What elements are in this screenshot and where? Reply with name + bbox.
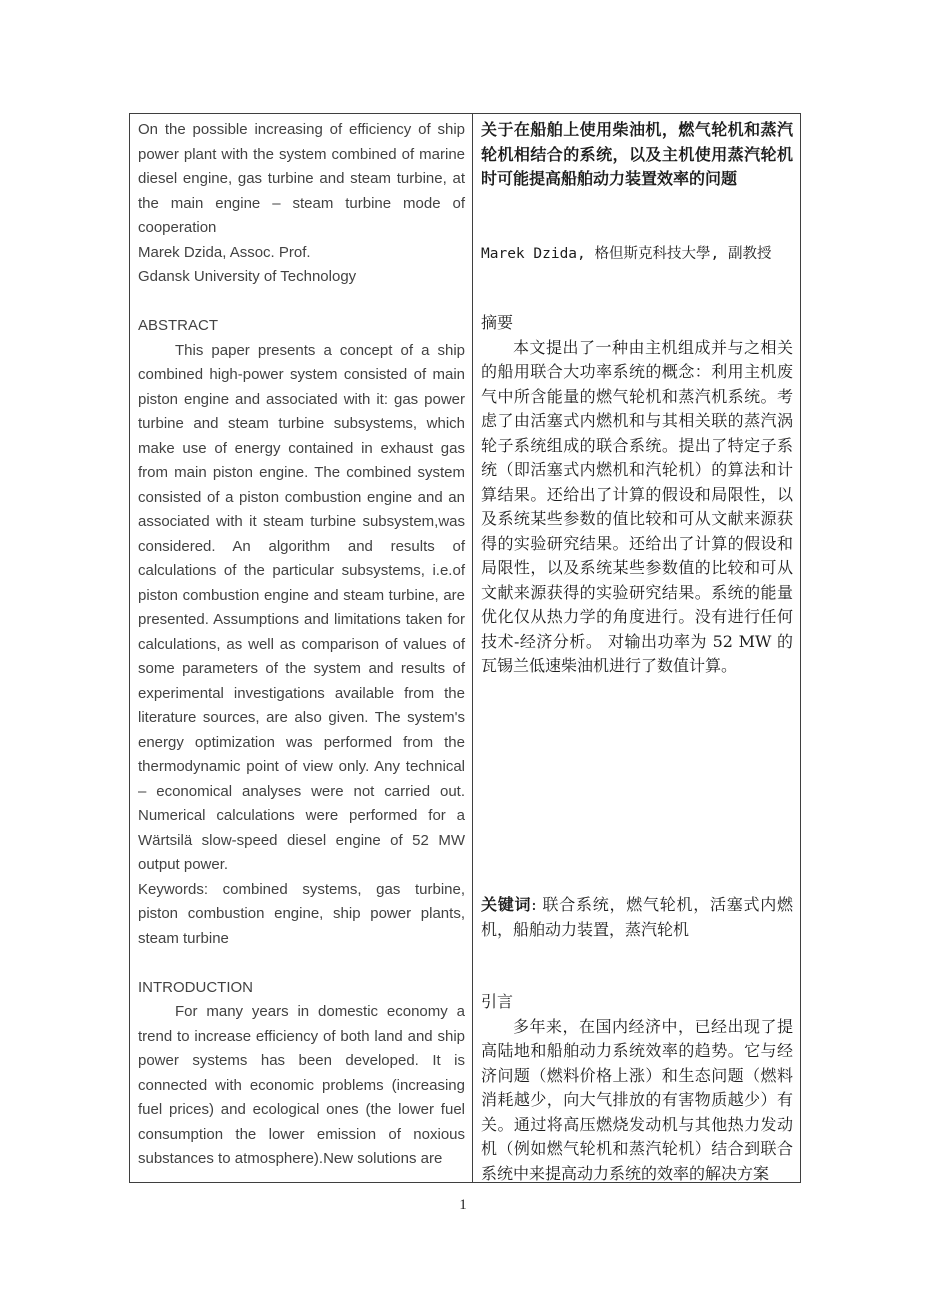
keywords-en: Keywords: combined systems, gas turbine, piston combustion engine, ship power plants, steam turbine xyxy=(138,880,465,947)
affiliation-en: Gdansk University of Technology xyxy=(138,268,357,285)
chinese-column xyxy=(472,114,800,1182)
paper-title-en: On the possible increasing of efficiency of ship power plant with the system combined of marine diesel engine, gas turbine and steam turbine, at the main engine – steam turbine mode of cooperation xyxy=(138,121,465,236)
translation-table xyxy=(129,113,801,1183)
abstract-section-zh xyxy=(481,311,793,679)
introduction-section-zh xyxy=(481,990,793,1186)
english-column xyxy=(130,114,472,1182)
paper-title-zh: 关于在船舶上使用柴油机，燃气轮机和蒸汽轮机相结合的系统，以及主机使用蒸汽轮机时可能提高船舶动力装置效率的问题 xyxy=(481,120,793,188)
abstract-text-zh: 本文提出了一种由主机组成并与之相关的船用联合大功率系统的概念：利用主机废气中所含能量的燃气轮机和蒸汽机系统。考虑了由活塞式内燃机和与其相关联的蒸汽涡轮子系统组成的联合系统。提出了特定子系统（即活塞式内燃机和汽轮机）的算法和计算结果。还给出了计算的假设和局限性，以及系统某些参数的值比较和可从文献来源获得的实验研究结果。还给出了计算的假设和局限性，以及系统某些参数值的比较和可从文献来源获得的实验研究结果。系统的能量优化仅从热力学的角度进行。没有进行任何技术-经济分析。 对输出功率为 52 MW 的瓦锡兰低速柴油机进行了数值计算。 xyxy=(481,337,793,675)
keywords-label-zh: 关键词 xyxy=(481,895,532,914)
abstract-heading-en: ABSTRACT xyxy=(138,317,219,334)
introduction-text-zh: 多年来，在国内经济中，已经出现了提高陆地和船舶动力系统效率的趋势。它与经济问题（燃料价格上涨）和生态问题（燃料消耗越少，向大气排放的有害物质越少）有关。通过将高压燃烧发动机与其他热力发动机（例如燃气轮机和蒸汽轮机）结合到联合系统中来提高动力系统的效率的解决方案 xyxy=(481,1016,793,1183)
introduction-heading-zh: 引言 xyxy=(481,992,514,1011)
introduction-text-en: For many years in domestic economy a trend to increase efficiency of both land and ship power systems has been developed. It is connected with economic problems (increasing fuel prices) and ecological ones (the lower fuel consumption the lower emission of noxious substances to atmosphere).New solutions are xyxy=(138,1003,465,1167)
keywords-text-zh: : 联合系统，燃气轮机，活塞式内燃机，船舶动力装置，蒸汽轮机 xyxy=(481,895,793,939)
introduction-heading-en: INTRODUCTION xyxy=(138,978,253,996)
abstract-text-en: This paper presents a concept of a ship combined high-power system consisted of main piston engine and associated with it: gas power turbine and steam turbine subsystems, which make use of energy contained in exhaust gas from main piston engine. The combined system consisted of a piston combustion engine and an associated with it steam turbine subsystem,was considered. An algorithm and results of calculations of the particular subsystems, i.e.of piston combustion engine and steam turbine, are presented. Assumptions and limitations taken for calculations, as well as comparison of values of some parameters of the system and results of experimental investigations available from the literature sources, are also given. The system's energy optimization was performed from the thermodynamic point of view only. Any technical – economical analyses were not carried out. Numerical calculations were performed for a Wärtsilä slow-speed diesel engine of 52 MW output power. xyxy=(138,341,465,873)
abstract-heading-zh: 摘要 xyxy=(481,313,514,332)
author-zh: Marek Dzida, 格但斯克科技大學, 副教授 xyxy=(481,246,772,262)
keywords-zh xyxy=(481,893,793,942)
author-en: Marek Dzida, Assoc. Prof. xyxy=(138,243,311,261)
page-number: 1 xyxy=(459,1197,467,1213)
